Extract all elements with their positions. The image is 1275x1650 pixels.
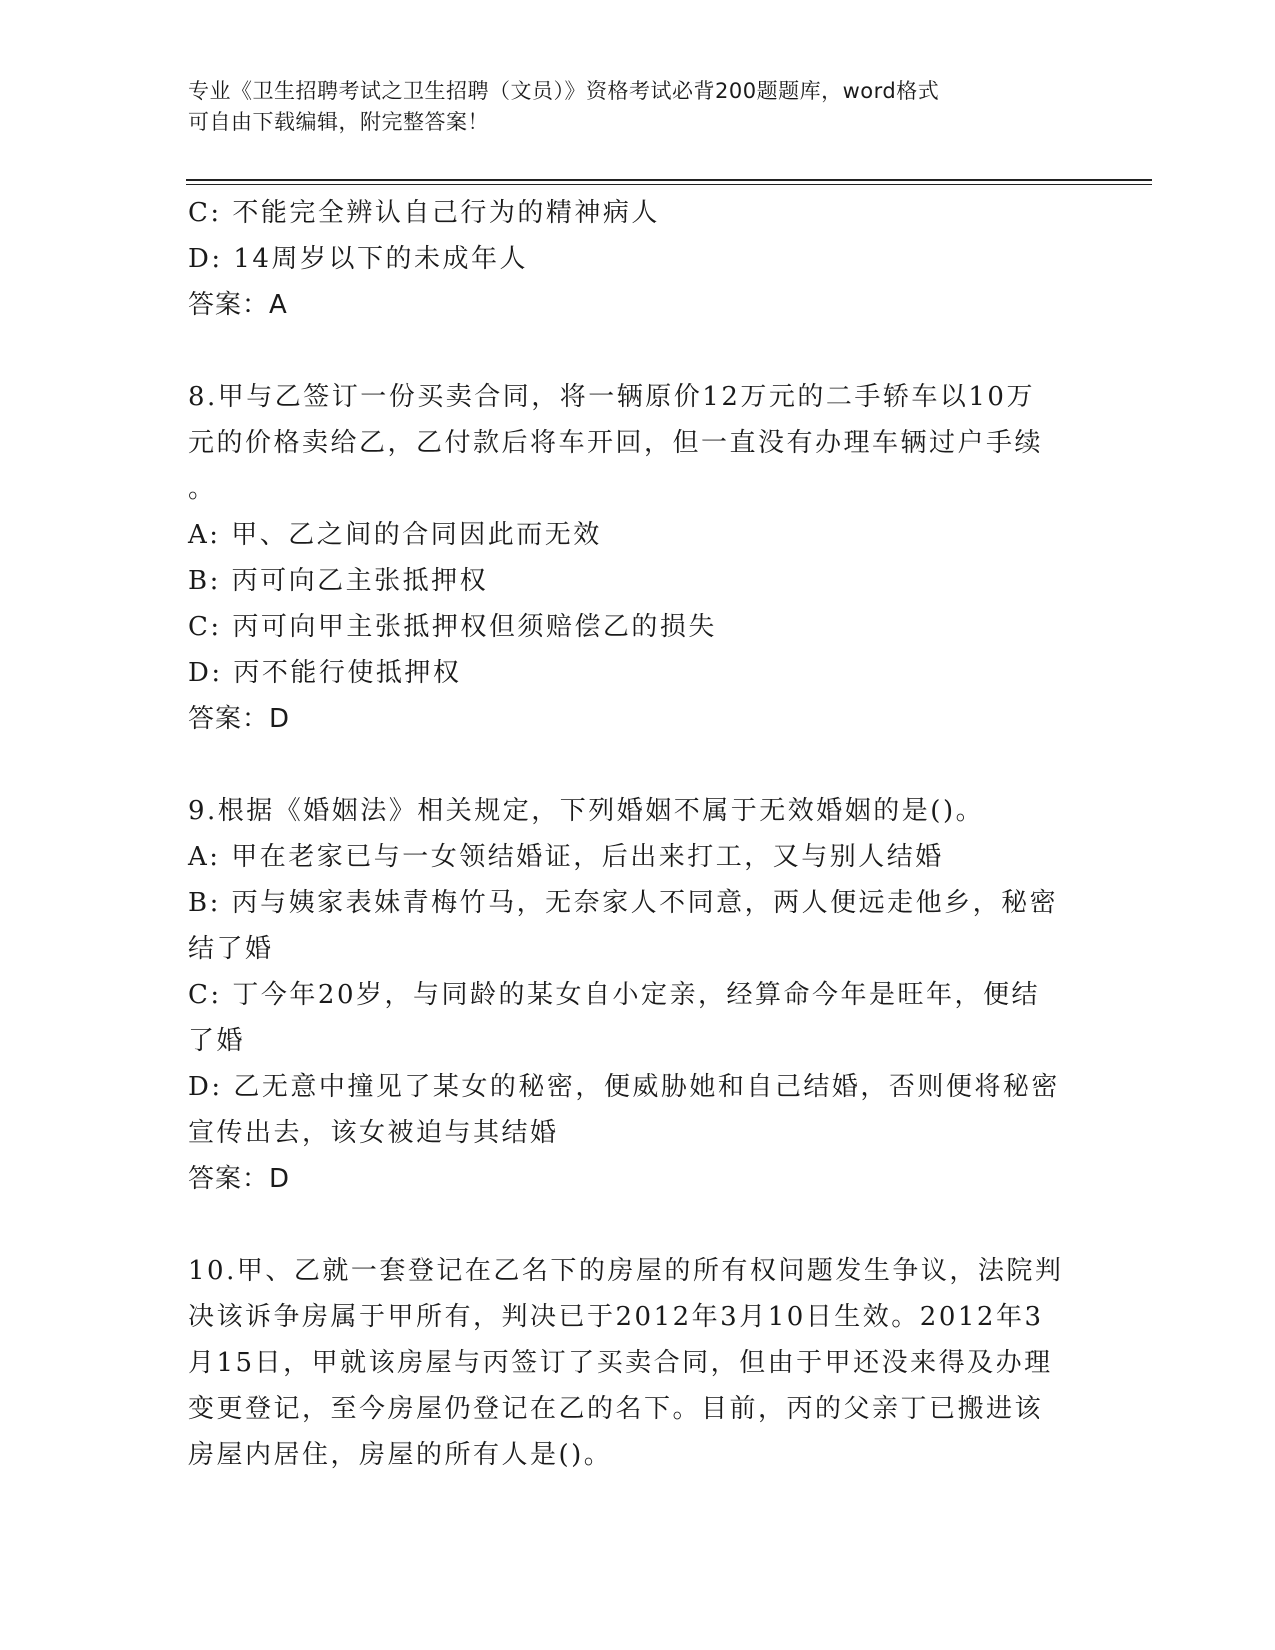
question-8: [188, 374, 1088, 742]
option-b-cont: 结了婚: [188, 934, 274, 964]
question-9: [188, 788, 1088, 1202]
option-a: A: 甲在老家已与一女领结婚证，后出来打工，又与别人结婚: [188, 842, 944, 872]
option-d-cont: 宣传出去，该女被迫与其结婚: [188, 1118, 559, 1148]
question-stem: 10.甲、乙就一套登记在乙名下的房屋的所有权问题发生争议，法院判: [188, 1256, 1064, 1286]
answer-line: 答案：D: [188, 1164, 291, 1194]
question-stem: 9.根据《婚姻法》相关规定，下列婚姻不属于无效婚姻的是()。: [188, 796, 985, 826]
option-d: D: 14周岁以下的未成年人: [188, 244, 528, 274]
header-line-2: 可自由下载编辑，附完整答案！: [188, 110, 489, 134]
question-stem: 。: [188, 474, 217, 504]
question-stem: 变更登记，至今房屋仍登记在乙的名下。目前，丙的父亲丁已搬进该: [188, 1394, 1044, 1424]
header-line-1: 专业《卫生招聘考试之卫生招聘（文员）》资格考试必背200题题库，word格式: [188, 79, 940, 103]
option-b: B: 丙与姨家表妹青梅竹马，无奈家人不同意，两人便远走他乡，秘密: [188, 888, 1059, 918]
question-stem: 房屋内居住，房屋的所有人是()。: [188, 1440, 613, 1470]
question-10: [188, 1248, 1088, 1478]
option-b: B: 丙可向乙主张抵押权: [188, 566, 489, 596]
header-rule-thick: [186, 179, 1152, 181]
question-stem: 月15日，甲就该房屋与丙签订了买卖合同，但由于甲还没来得及办理: [188, 1348, 1053, 1378]
option-c: C: 丙可向甲主张抵押权但须赔偿乙的损失: [188, 612, 717, 642]
option-c: C: 丁今年20岁，与同龄的某女自小定亲，经算命今年是旺年，便结: [188, 980, 1041, 1010]
option-c: C: 不能完全辨认自己行为的精神病人: [188, 198, 660, 228]
header-rule-thin: [186, 184, 1152, 185]
option-d: D: 丙不能行使抵押权: [188, 658, 462, 688]
question-stem: 元的价格卖给乙，乙付款后将车开回，但一直没有办理车辆过户手续: [188, 428, 1044, 458]
question-stem: 决该诉争房属于甲所有，判决已于2012年3月10日生效。2012年3: [188, 1302, 1044, 1332]
question-7: [188, 190, 1088, 328]
answer-line: 答案：A: [188, 290, 288, 320]
option-c-cont: 了婚: [188, 1026, 246, 1056]
option-a: A: 甲、乙之间的合同因此而无效: [188, 520, 602, 550]
document-header: [188, 76, 1068, 138]
option-d: D: 乙无意中撞见了某女的秘密，便威胁她和自己结婚，否则便将秘密: [188, 1072, 1060, 1102]
question-stem: 8.甲与乙签订一份买卖合同，将一辆原价12万元的二手轿车以10万: [188, 382, 1035, 412]
answer-line: 答案：D: [188, 704, 291, 734]
question-content: [188, 190, 1088, 1478]
